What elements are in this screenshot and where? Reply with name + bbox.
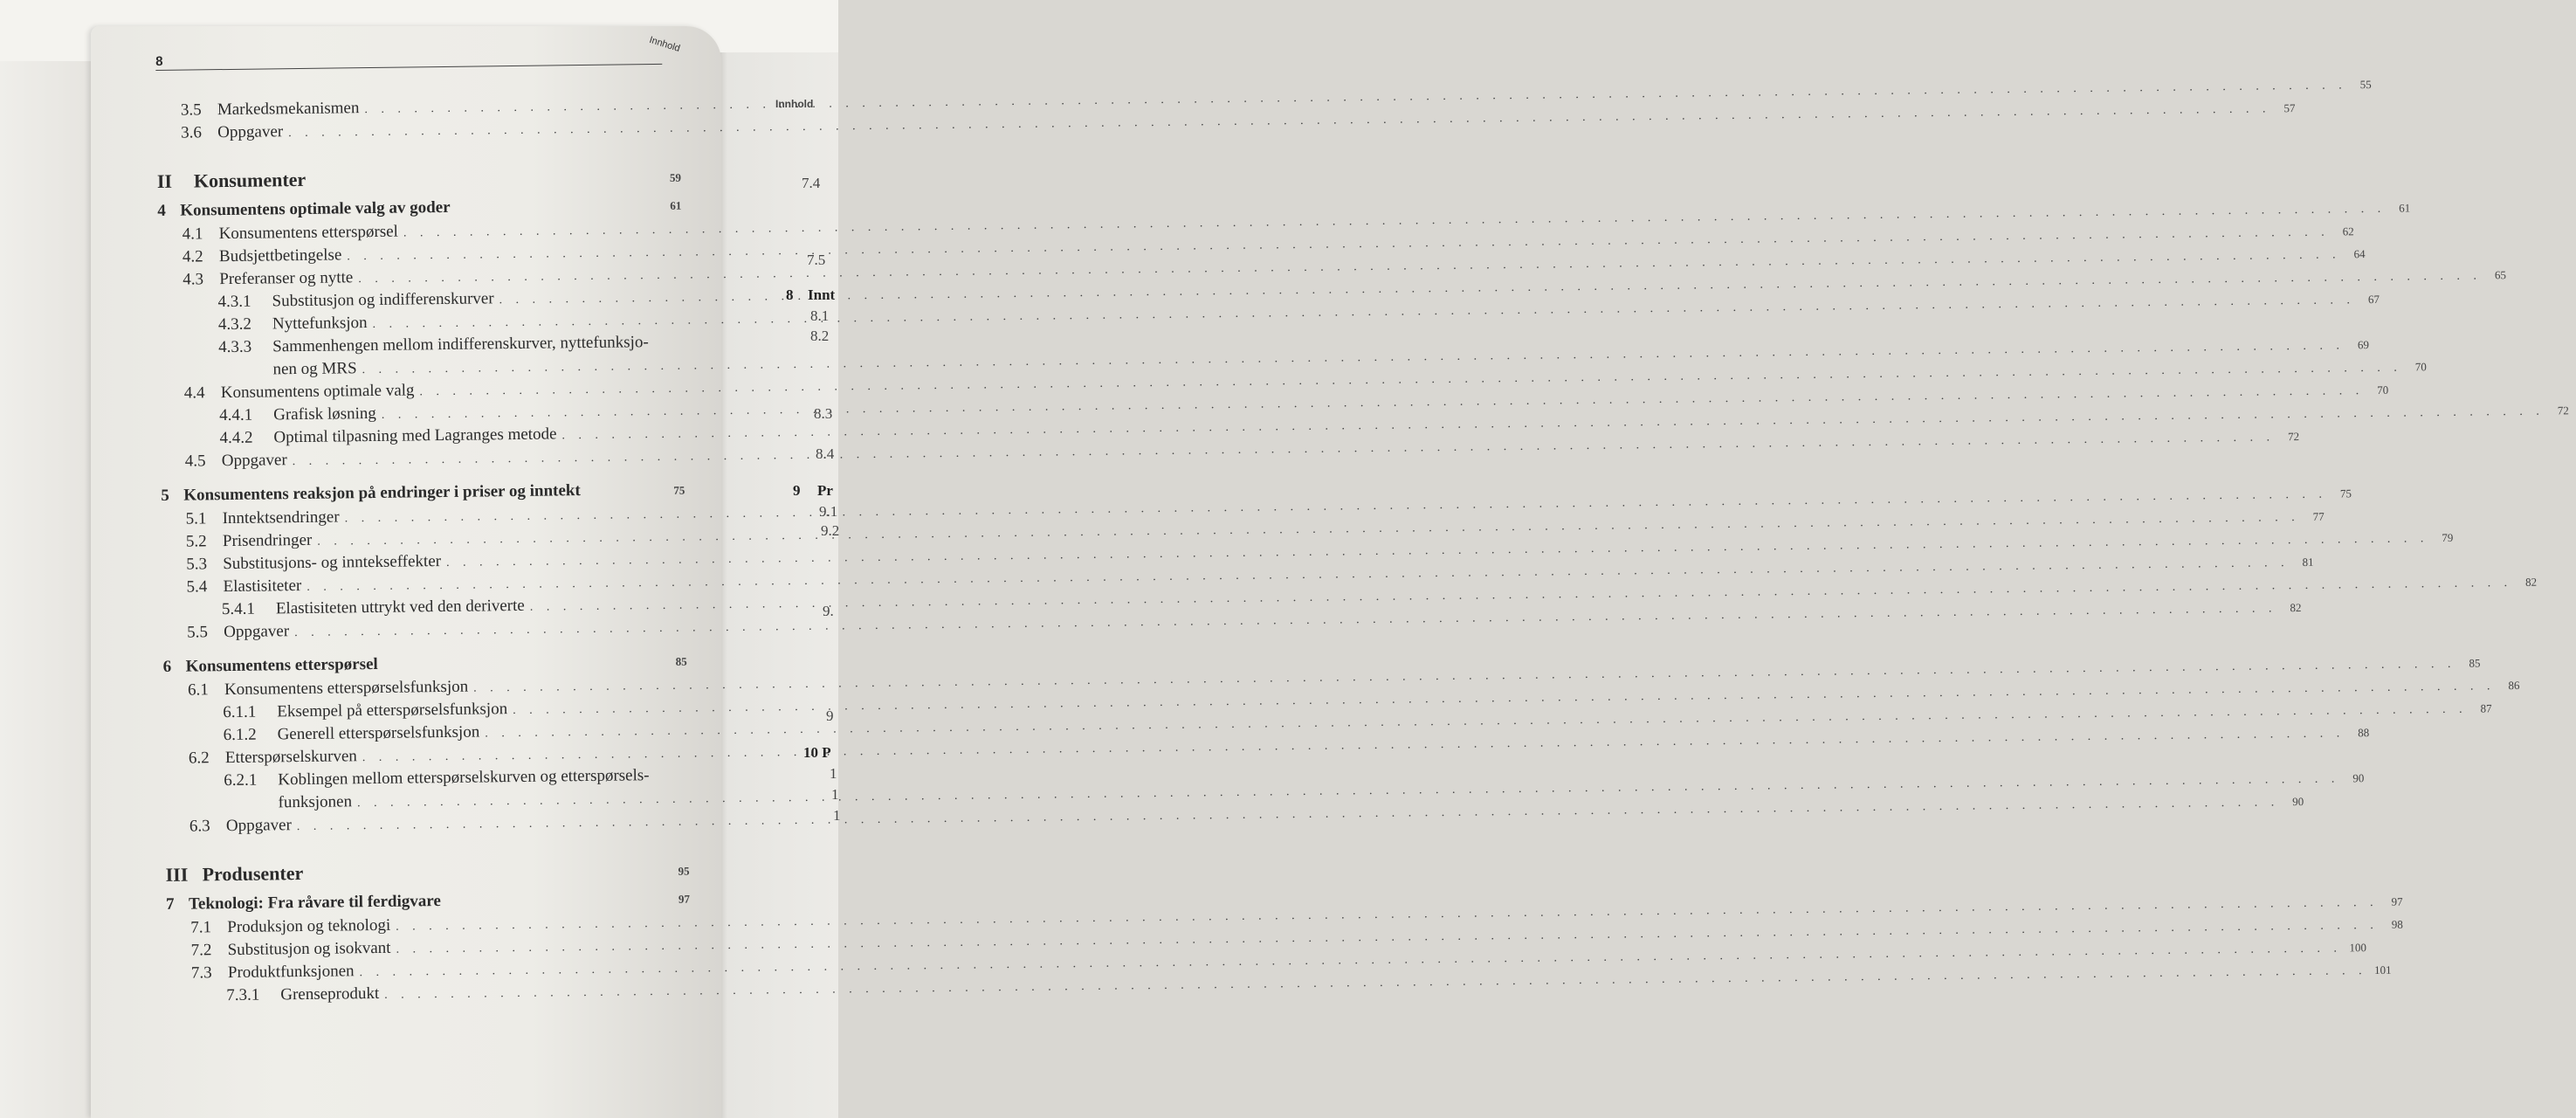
right-label: 9	[793, 482, 801, 499]
right-label: 1	[831, 786, 839, 803]
page-number: 8	[155, 53, 163, 69]
right-label: Innt	[808, 286, 836, 303]
right-label: 9.1	[819, 503, 838, 520]
toc-subentry-continuation: nen og MRS . . . 69	[159, 354, 683, 383]
toc-entry: 5.1 Inntektsendringer . . . 75	[161, 502, 685, 531]
toc-subentry: 7.3.1 Grenseprodukt . . . 101	[167, 979, 691, 1008]
toc-entry: 7.1 Produksjon og teknologi . . . 97	[166, 911, 690, 940]
right-label: 8.2	[810, 328, 830, 344]
toc-entry: 7.3 Produktfunksjonen . . . 100	[167, 956, 691, 985]
right-running-head: Innhold	[775, 98, 814, 110]
toc-entry: 3.5 Markedsmekanismen . . . 55	[156, 93, 680, 122]
toc-subentry: 4.3.2 Nyttefunksjon . . . 67	[159, 308, 683, 337]
toc-subentry-continuation: funksjonen . . . 90	[164, 787, 688, 816]
toc-subentry: 6.1.1 Eksempel på etterspørselsfunksjon . . . 86	[163, 696, 687, 725]
toc-entry: 4.4 Konsumentens optimale valg . . . 70	[160, 376, 684, 405]
toc-entry: 4.5 Oppgaver . . . 72	[161, 445, 685, 473]
toc-entry: 7.2 Substitusjon og isokvant . . . 98	[167, 934, 691, 963]
toc-entry: 5.5 Oppgaver . . . 82	[162, 616, 686, 645]
right-label: 9.	[823, 603, 834, 619]
right-label: 9.2	[821, 522, 840, 539]
toc-subentry: 4.4.2 Optimal tilpasning med Lagranges metode . . . 72	[160, 422, 684, 451]
toc-subentry: 6.1.2 Generell etterspørselsfunksjon . . . 87	[164, 719, 688, 748]
right-label: 9	[826, 707, 834, 724]
right-label: 8.1	[810, 307, 830, 324]
toc-entry: 4.1 Konsumentens etterspørsel . . . 61	[157, 217, 681, 246]
toc-part: II Konsumenter 59	[156, 168, 681, 192]
toc-subentry: 4.4.1 Grafisk løsning . . . 70	[160, 399, 684, 428]
toc-entry: 6.2 Etterspørselskurven . . . 88	[164, 742, 688, 770]
toc-part: III Produsenter 95	[165, 862, 690, 886]
right-label: 1	[833, 807, 841, 824]
toc-subentry: 4.3.1 Substitusjon og indifferenskurver . . . 65	[158, 286, 682, 314]
right-label: 1	[830, 765, 837, 782]
right-label: 8.4	[816, 445, 835, 462]
toc-entry: 5.2 Prisendringer . . . 77	[162, 525, 685, 554]
right-label: 7.4	[802, 175, 821, 191]
running-head: Innhold	[648, 34, 682, 54]
toc-entry: 4.2 Budsjettbetingelse . . . 62	[158, 240, 682, 269]
toc-chapter: 5 Konsumentens reaksjon på endringer i priser og inntekt 75	[161, 481, 685, 505]
right-label: Pr	[817, 482, 833, 499]
toc-subentry: 6.2.1 Koblingen mellom etterspørselskurven og etterspørsels-	[224, 766, 650, 790]
right-label: 8.3	[814, 405, 833, 422]
toc-chapter: 7 Teknologi: Fra råvare til ferdigvare 97	[165, 892, 691, 914]
right-label: 7.5	[807, 252, 826, 268]
toc-entry: 6.1 Konsumentens etterspørselsfunksjon . . . 85	[163, 673, 687, 702]
toc-entry: 6.3 Oppgaver . . . 90	[165, 810, 689, 838]
right-label: 10 P	[803, 744, 831, 761]
toc-chapter: 6 Konsumentens etterspørsel 85	[162, 654, 687, 676]
toc-entry: 4.3 Preferanser og nytte . . . 64	[158, 263, 682, 292]
toc-entry: 3.6 Oppgaver . . . 57	[156, 116, 680, 145]
toc-subentry: 5.4.1 Elastisiteten uttrykt ved den deriverte . . . 82	[162, 593, 686, 622]
right-label: 8	[786, 286, 794, 303]
toc-entry: 5.4 Elastisiteter . . . 81	[162, 570, 685, 599]
toc-entry: 5.3 Substitusjons- og inntekseffekter . . . 79	[162, 548, 685, 576]
toc-subentry: 4.3.3 Sammenhengen mellom indifferenskurver, nyttefunksjo-	[218, 333, 649, 357]
toc-chapter: 4 Konsumentens optimale valg av goder 61	[157, 197, 682, 220]
